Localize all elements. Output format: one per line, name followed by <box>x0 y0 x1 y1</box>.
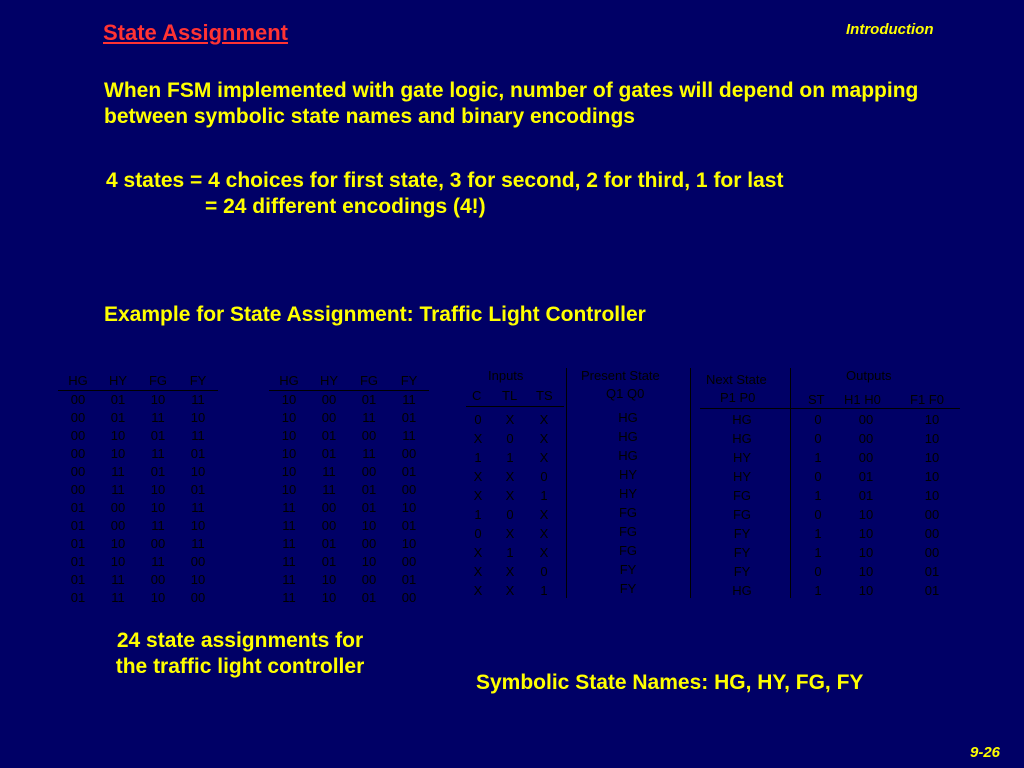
transition-cell-h: 01 <box>858 488 874 503</box>
header-fg: FG <box>138 372 178 391</box>
encoding-cell: 11 <box>111 590 125 605</box>
slide-title: State Assignment <box>103 20 289 45</box>
header-next-state: Next State <box>706 372 767 387</box>
header-present-state: Present State <box>581 368 660 383</box>
encoding-cell: 01 <box>150 464 166 479</box>
encoding-cell: 11 <box>151 554 165 569</box>
encoding-row <box>269 589 429 607</box>
transition-cell-ps: HG <box>618 448 638 463</box>
encoding-cell: 00 <box>361 536 377 551</box>
subheader-tl: TL <box>502 388 518 403</box>
transition-cell-tl: X <box>505 488 515 503</box>
encoding-cell: 00 <box>321 500 337 515</box>
transition-cell-st: 0 <box>814 564 822 579</box>
encoding-cell: 11 <box>282 590 296 605</box>
encoding-cell: 00 <box>401 554 417 569</box>
header-hg: HG <box>58 372 98 391</box>
transition-cell-h: 10 <box>858 526 874 541</box>
transition-cell-ps: FY <box>619 562 637 577</box>
transition-cell-f: 01 <box>924 564 940 579</box>
encoding-row <box>58 517 218 535</box>
header-fg: FG <box>349 372 389 391</box>
encoding-cell: 01 <box>70 554 86 569</box>
transition-cell-ts: X <box>539 507 549 522</box>
encoding-cell: 01 <box>190 446 206 461</box>
encoding-cell: 01 <box>110 410 126 425</box>
subheader-p: P1 P0 <box>720 390 756 405</box>
encoding-row <box>269 499 429 517</box>
subheader-h: H1 H0 <box>844 392 881 407</box>
encoding-row <box>58 481 218 499</box>
transition-cell-tl: X <box>505 583 515 598</box>
transition-cell-ps: HG <box>618 429 638 444</box>
transition-cell-h: 10 <box>858 564 874 579</box>
encoding-cell: 01 <box>70 572 86 587</box>
header-hy: HY <box>98 372 138 391</box>
encoding-cell: 11 <box>362 410 376 425</box>
header-outputs: Outputs <box>846 368 892 383</box>
encoding-cell: 10 <box>321 572 337 587</box>
encoding-row <box>269 571 429 589</box>
encoding-cell: 01 <box>321 554 337 569</box>
encoding-cell: 00 <box>70 446 86 461</box>
page-number: 9-26 <box>970 744 1001 761</box>
transition-cell-ns: FY <box>733 545 751 560</box>
encoding-cell: 11 <box>191 500 205 515</box>
transition-cell-ns: HG <box>732 583 752 598</box>
subheader-q: Q1 Q0 <box>606 386 645 401</box>
transition-cell-h: 01 <box>858 469 874 484</box>
encoding-cell: 10 <box>150 482 166 497</box>
encoding-cell: 11 <box>151 446 165 461</box>
transition-cell-f: 10 <box>924 488 940 503</box>
transition-cell-ps: FG <box>618 543 638 558</box>
encoding-cell: 10 <box>110 554 126 569</box>
transition-cell-c: 1 <box>474 507 482 522</box>
encoding-cell: 01 <box>361 482 377 497</box>
transition-cell-ts: X <box>539 526 549 541</box>
header-hy: HY <box>309 372 349 391</box>
transition-cell-tl: 0 <box>506 431 514 446</box>
encoding-cell: 11 <box>151 410 165 425</box>
encoding-cell: 10 <box>110 428 126 443</box>
transition-cell-c: 0 <box>474 526 482 541</box>
state-transition-table <box>466 368 960 598</box>
encoding-table-2 <box>269 372 429 607</box>
encoding-cell: 11 <box>191 392 205 407</box>
encoding-cell: 11 <box>282 554 296 569</box>
encoding-cell: 01 <box>361 590 377 605</box>
transition-cell-ts: X <box>539 412 549 427</box>
transition-cell-st: 0 <box>814 507 822 522</box>
transition-cell-tl: X <box>505 526 515 541</box>
transition-cell-ts: 1 <box>540 488 548 503</box>
transition-cell-h: 00 <box>858 450 874 465</box>
transition-cell-f: 00 <box>924 507 940 522</box>
transition-cell-f: 10 <box>924 412 940 427</box>
encoding-cell: 01 <box>401 518 417 533</box>
encoding-cell: 11 <box>282 536 296 551</box>
encoding-cell: 00 <box>150 572 166 587</box>
encoding-cell: 00 <box>70 392 86 407</box>
encoding-cell: 01 <box>361 500 377 515</box>
transition-cell-h: 10 <box>858 583 874 598</box>
transition-cell-h: 10 <box>858 507 874 522</box>
transition-cell-f: 10 <box>924 469 940 484</box>
transition-cell-ts: 1 <box>540 583 548 598</box>
transition-cell-ts: X <box>539 431 549 446</box>
transition-cell-f: 10 <box>924 450 940 465</box>
encoding-row <box>58 427 218 445</box>
encoding-cell: 10 <box>401 500 417 515</box>
transition-cell-tl: X <box>505 564 515 579</box>
transition-cell-c: 0 <box>474 412 482 427</box>
encoding-cell: 10 <box>401 536 417 551</box>
encoding-cell: 00 <box>401 446 417 461</box>
transition-cell-ps: HG <box>618 410 638 425</box>
encoding-cell: 10 <box>281 428 297 443</box>
transition-cell-c: 1 <box>474 450 482 465</box>
transition-cell-ns: FY <box>733 526 751 541</box>
encoding-row <box>58 571 218 589</box>
encoding-cell: 00 <box>70 428 86 443</box>
transition-cell-ns: FG <box>732 488 752 503</box>
encoding-cell: 10 <box>190 464 206 479</box>
encoding-row <box>58 445 218 463</box>
encoding-row <box>269 391 429 410</box>
encoding-cell: 00 <box>190 554 206 569</box>
transition-cell-ts: 0 <box>540 469 548 484</box>
transition-cell-ps: FG <box>618 505 638 520</box>
encodings-caption: 24 state assignments for the traffic light controller <box>115 629 365 678</box>
transition-cell-ps: HY <box>618 486 638 501</box>
encoding-cell: 10 <box>281 410 297 425</box>
encoding-cell: 00 <box>70 482 86 497</box>
transition-cell-tl: 1 <box>506 545 514 560</box>
encoding-cell: 01 <box>70 590 86 605</box>
transition-cell-ns: FY <box>733 564 751 579</box>
header-hg: HG <box>269 372 309 391</box>
transition-cell-st: 1 <box>814 526 822 541</box>
encoding-cell: 11 <box>282 500 296 515</box>
transition-cell-c: X <box>473 469 483 484</box>
transition-cell-ps: FG <box>618 524 638 539</box>
encoding-row <box>58 499 218 517</box>
encoding-cell: 01 <box>70 518 86 533</box>
transition-cell-ts: 0 <box>540 564 548 579</box>
transition-cell-ts: X <box>539 450 549 465</box>
transition-cell-ns: HY <box>732 450 752 465</box>
encoding-cell: 01 <box>70 500 86 515</box>
encoding-cell: 10 <box>110 536 126 551</box>
encoding-row <box>58 409 218 427</box>
transition-cell-c: X <box>473 431 483 446</box>
encoding-cell: 01 <box>361 392 377 407</box>
transition-cell-ns: HG <box>732 412 752 427</box>
encoding-cell: 01 <box>150 428 166 443</box>
encoding-row <box>269 427 429 445</box>
transition-cell-c: X <box>473 564 483 579</box>
encoding-row <box>269 517 429 535</box>
encoding-cell: 11 <box>322 482 336 497</box>
encoding-cell: 11 <box>322 464 336 479</box>
subheader-ts: TS <box>536 388 553 403</box>
encoding-cell: 00 <box>150 536 166 551</box>
transition-cell-h: 00 <box>858 431 874 446</box>
encoding-cell: 11 <box>282 572 296 587</box>
encoding-cell: 00 <box>361 572 377 587</box>
transition-cell-st: 0 <box>814 412 822 427</box>
encoding-cell: 00 <box>401 590 417 605</box>
encoding-cell: 11 <box>191 536 205 551</box>
transition-cell-ts: X <box>539 545 549 560</box>
encoding-row <box>269 463 429 481</box>
transition-cell-c: X <box>473 583 483 598</box>
encoding-cell: 10 <box>361 554 377 569</box>
encoding-cell: 10 <box>150 590 166 605</box>
header-fy: FY <box>389 372 429 391</box>
encoding-row <box>58 463 218 481</box>
encoding-cell: 01 <box>401 572 417 587</box>
transition-cell-ns: FG <box>732 507 752 522</box>
encoding-cell: 00 <box>321 410 337 425</box>
header-inputs: Inputs <box>488 368 524 383</box>
transition-cell-f: 10 <box>924 431 940 446</box>
encoding-row <box>58 553 218 571</box>
symbolic-names-caption: Symbolic State Names: HG, HY, FG, FY <box>476 671 864 694</box>
transition-cell-st: 0 <box>814 469 822 484</box>
encoding-row <box>58 535 218 553</box>
transition-cell-st: 1 <box>814 545 822 560</box>
transition-cell-st: 1 <box>814 583 822 598</box>
encoding-cell: 10 <box>281 464 297 479</box>
transition-cell-ps: HY <box>618 467 638 482</box>
encoding-cell: 00 <box>401 482 417 497</box>
transition-cell-f: 01 <box>924 583 940 598</box>
transition-cell-h: 00 <box>858 412 874 427</box>
encoding-cell: 10 <box>150 392 166 407</box>
transition-cell-tl: 0 <box>506 507 514 522</box>
subheader-c: C <box>472 388 482 403</box>
intro-paragraph: When FSM implemented with gate logic, number of gates will depend on mapping between symbolic state names and binary encodings <box>104 79 919 128</box>
encoding-row <box>269 445 429 463</box>
transition-cell-tl: X <box>505 469 515 484</box>
encoding-cell: 00 <box>110 500 126 515</box>
transition-cell-tl: X <box>505 412 515 427</box>
transition-cell-st: 0 <box>814 431 822 446</box>
encodings-count-line1: 4 states = 4 choices for first state, 3 for second, 2 for third, 1 for last <box>106 169 784 192</box>
transition-cell-c: X <box>473 488 483 503</box>
encoding-cell: 10 <box>361 518 377 533</box>
header-fy: FY <box>178 372 218 391</box>
encoding-cell: 11 <box>151 518 165 533</box>
encoding-cell: 00 <box>190 590 206 605</box>
divider-inputs <box>566 368 567 598</box>
transition-cell-ns: HY <box>732 469 752 484</box>
encoding-row <box>58 391 218 410</box>
encoding-cell: 00 <box>321 392 337 407</box>
encoding-cell: 00 <box>110 518 126 533</box>
encoding-cell: 10 <box>281 392 297 407</box>
encoding-cell: 11 <box>111 464 125 479</box>
divider-present <box>690 368 691 598</box>
encoding-cell: 11 <box>111 482 125 497</box>
encoding-cell: 01 <box>110 392 126 407</box>
encoding-row <box>269 553 429 571</box>
encoding-cell: 11 <box>111 572 125 587</box>
encodings-count-line2: = 24 different encodings (4!) <box>205 195 486 218</box>
encoding-row <box>269 481 429 499</box>
encoding-table-header <box>269 372 429 391</box>
section-label: Introduction <box>846 21 934 38</box>
transition-cell-c: X <box>473 545 483 560</box>
encoding-cell: 10 <box>150 500 166 515</box>
encoding-cell: 00 <box>361 464 377 479</box>
encoding-cell: 01 <box>70 536 86 551</box>
outputs-underline <box>700 408 960 409</box>
transition-cell-tl: 1 <box>506 450 514 465</box>
encoding-cell: 10 <box>190 410 206 425</box>
encoding-cell: 01 <box>401 410 417 425</box>
encoding-table-1 <box>58 372 218 607</box>
encoding-cell: 00 <box>321 518 337 533</box>
encoding-cell: 00 <box>361 428 377 443</box>
encoding-cell: 01 <box>401 464 417 479</box>
encoding-cell: 10 <box>190 518 206 533</box>
encoding-cell: 11 <box>402 392 416 407</box>
encoding-cell: 10 <box>110 446 126 461</box>
inputs-underline <box>466 406 564 407</box>
subheader-f: F1 F0 <box>910 392 944 407</box>
encoding-table-header <box>58 372 218 391</box>
example-heading: Example for State Assignment: Traffic Light Controller <box>104 303 646 326</box>
divider-next <box>790 368 791 598</box>
encoding-cell: 01 <box>190 482 206 497</box>
transition-cell-f: 00 <box>924 545 940 560</box>
encoding-cell: 00 <box>70 410 86 425</box>
encoding-cell: 10 <box>281 482 297 497</box>
encoding-cell: 01 <box>321 428 337 443</box>
transition-cell-st: 1 <box>814 488 822 503</box>
subheader-st: ST <box>808 392 825 407</box>
transition-cell-f: 00 <box>924 526 940 541</box>
encoding-row <box>269 409 429 427</box>
encoding-cell: 11 <box>402 428 416 443</box>
encoding-row <box>58 589 218 607</box>
encoding-cell: 10 <box>281 446 297 461</box>
transition-cell-h: 10 <box>858 545 874 560</box>
transition-cell-st: 1 <box>814 450 822 465</box>
encoding-cell: 11 <box>191 428 205 443</box>
encoding-cell: 10 <box>190 572 206 587</box>
encoding-cell: 01 <box>321 536 337 551</box>
encoding-cell: 11 <box>282 518 296 533</box>
encoding-cell: 00 <box>70 464 86 479</box>
encoding-cell: 01 <box>321 446 337 461</box>
encoding-cell: 10 <box>321 590 337 605</box>
transition-cell-ps: FY <box>619 581 637 596</box>
encoding-cell: 11 <box>362 446 376 461</box>
encoding-row <box>269 535 429 553</box>
transition-cell-ns: HG <box>732 431 752 446</box>
